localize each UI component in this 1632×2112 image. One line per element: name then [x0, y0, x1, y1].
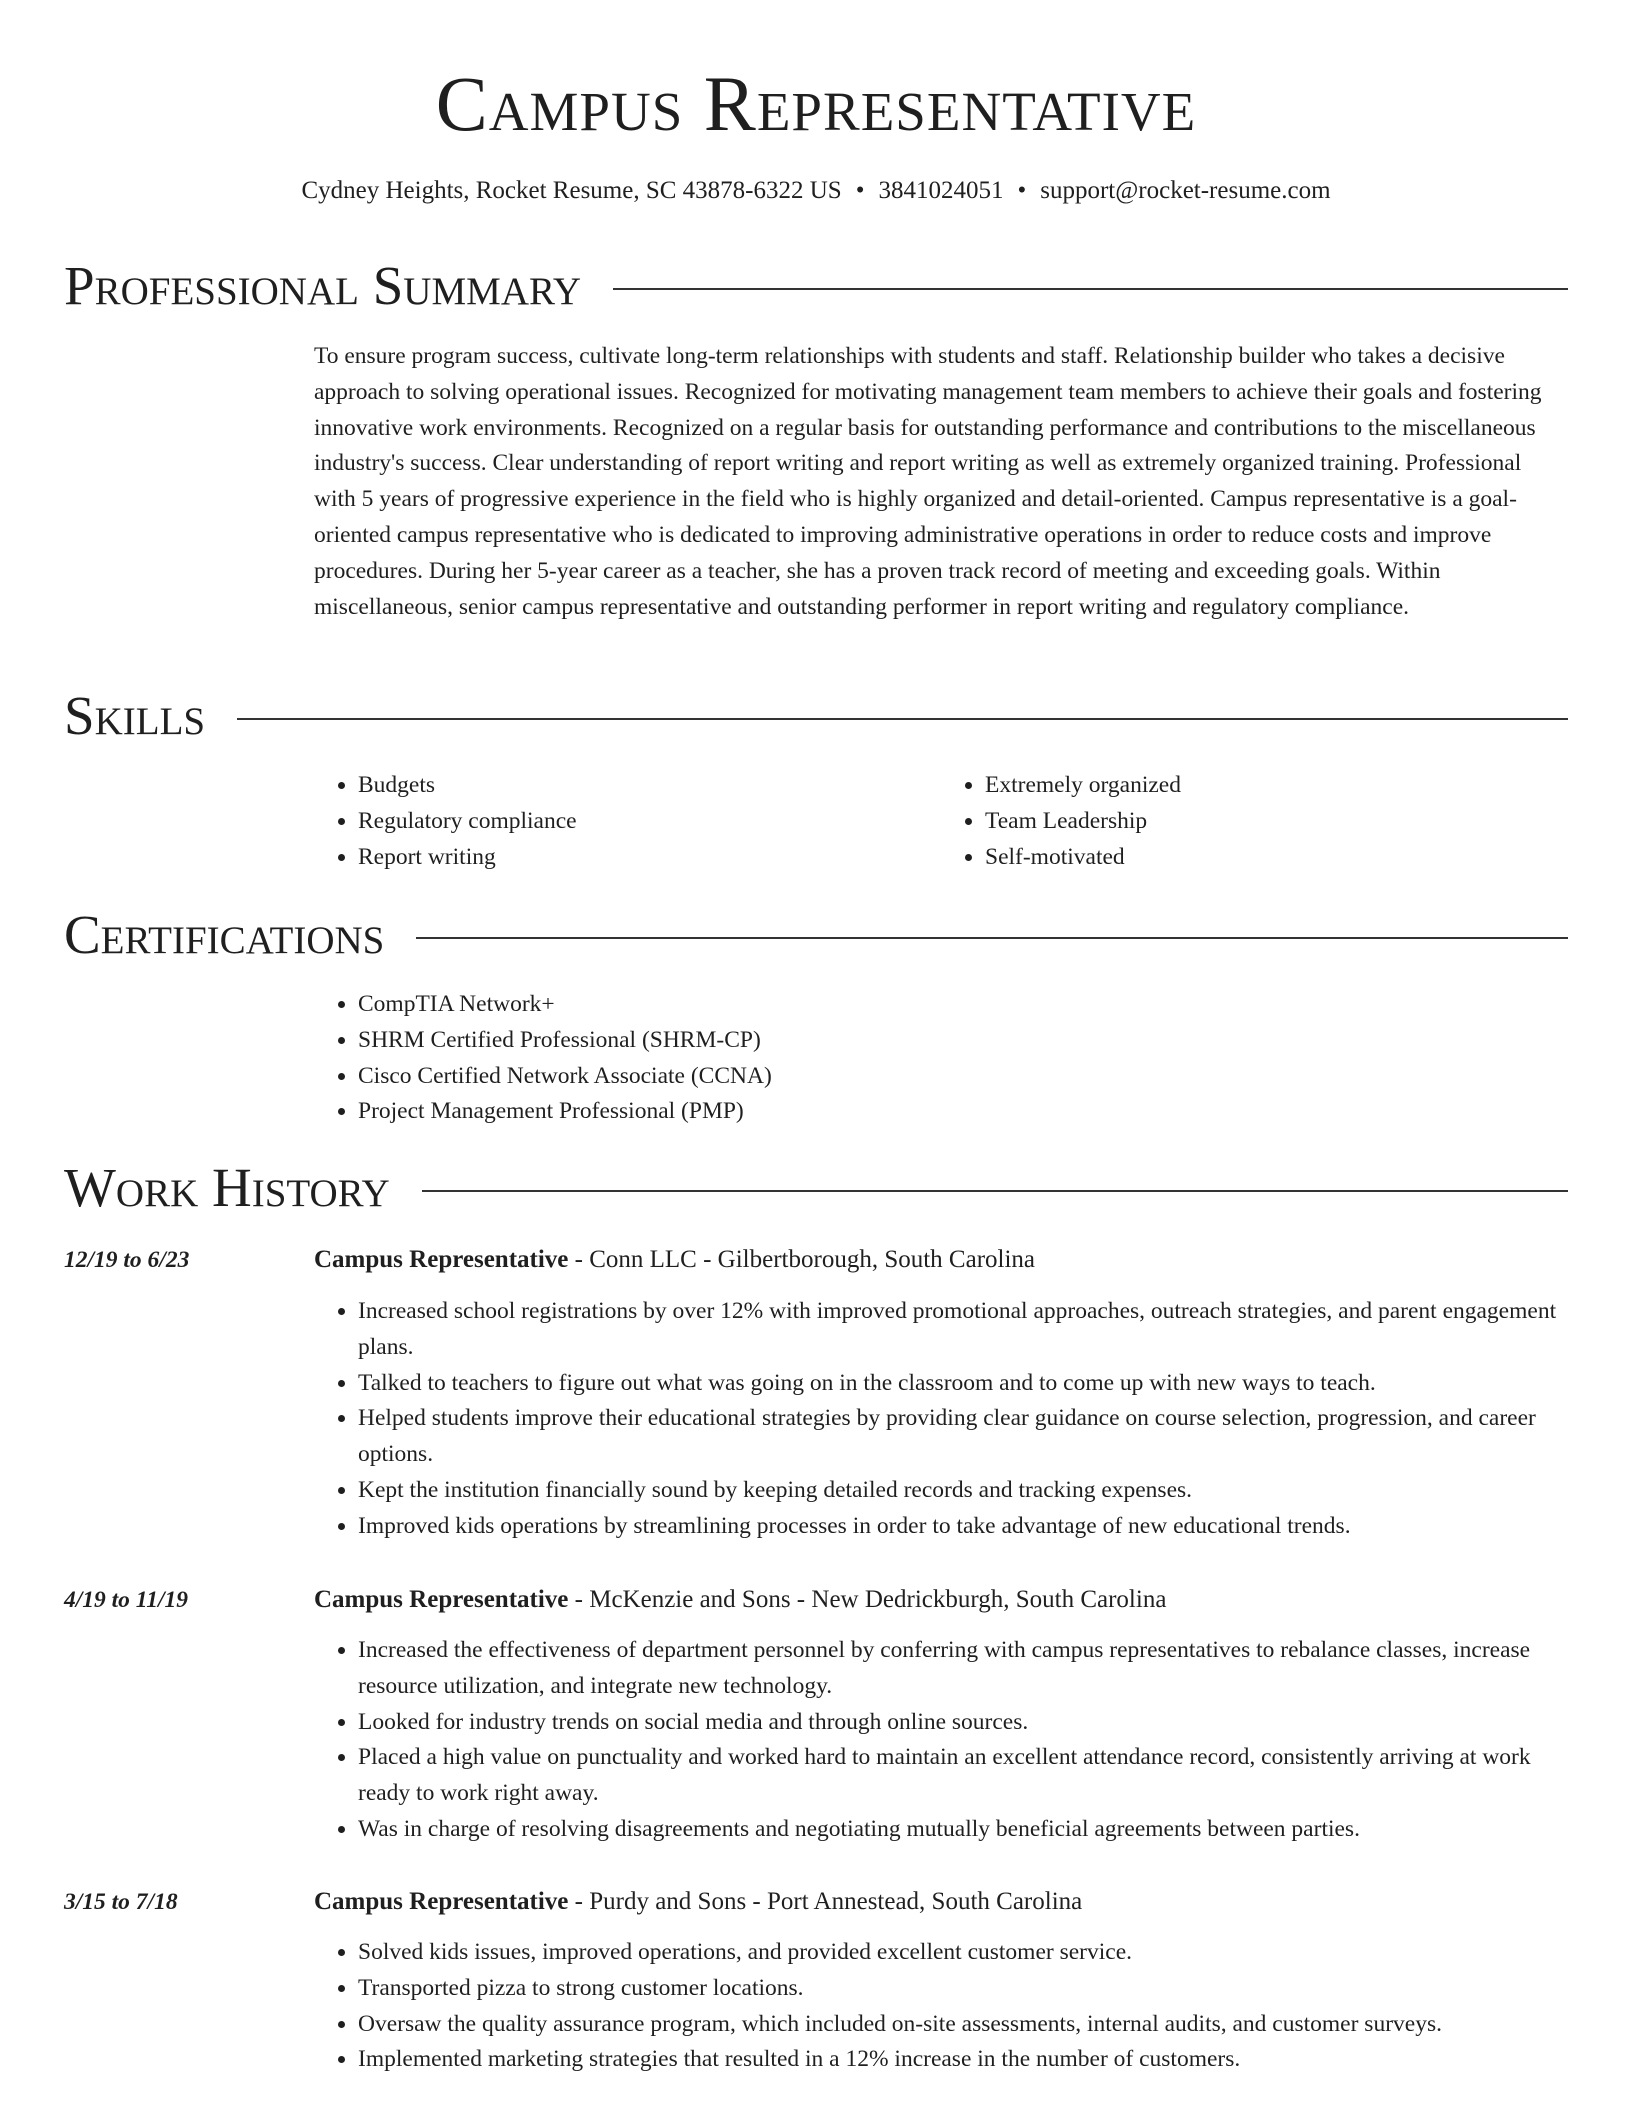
work-title: Work History: [64, 1157, 390, 1218]
duty-item: • Increased the effectiveness of department personnel by conferring with campus representatives to rebalance classes, increase resource utilization, and integrate new technology.: [358, 1633, 1568, 1705]
job-duties-wrap: [314, 1294, 1568, 1545]
job-role: Campus Representative: [314, 1586, 569, 1613]
skills-list-right: [941, 768, 1568, 875]
section-divider: [613, 288, 1568, 290]
duty-item: • Kept the institution financially sound by keeping detailed records and tracking expenses.: [358, 1473, 1568, 1509]
certification-item: • Project Management Professional (PMP): [358, 1094, 1568, 1130]
separator-dot: •: [855, 177, 865, 204]
duty-item: • Improved kids operations by streamlining processes in order to take advantage of new educational trends.: [358, 1509, 1568, 1545]
certifications-heading: [64, 905, 1568, 965]
email: support@rocket-resume.com: [1040, 177, 1331, 204]
section-divider: [422, 1190, 1568, 1192]
job-heading: [314, 1242, 1568, 1278]
job-org: - McKenzie and Sons - New Dedrickburgh, South Carolina: [568, 1586, 1167, 1613]
duty-item: • Was in charge of resolving disagreements and negotiating mutually beneficial agreements between parties.: [358, 1812, 1568, 1848]
section-divider: [237, 718, 1568, 720]
job-duties-wrap: [314, 1633, 1568, 1848]
skills-grid: [314, 768, 1568, 875]
duty-item: • Solved kids issues, improved operations, and provided excellent customer service.: [358, 1935, 1568, 1971]
skill-item: • Team Leadership: [985, 804, 1568, 840]
duty-item: • Placed a high value on punctuality and worked hard to maintain an excellent attendance record, consistently arriving at work ready to work right away.: [358, 1740, 1568, 1812]
duty-item: • Transported pizza to strong customer locations.: [358, 1971, 1568, 2007]
skills-title: Skills: [64, 685, 206, 746]
duty-item: • Talked to teachers to figure out what was going on in the classroom and to come up with new ways to teach.: [358, 1366, 1568, 1402]
job-dates: 3/15 to 7/18: [64, 1889, 178, 1915]
duty-item: • Helped students improve their educational strategies by providing clear guidance on course selection, progression, and career options.: [358, 1401, 1568, 1473]
certifications-list-wrap: [314, 987, 1568, 1130]
skill-item: • Extremely organized: [985, 768, 1568, 804]
address: Cydney Heights, Rocket Resume, SC 43878-6322 US: [301, 177, 842, 204]
certification-item: • CompTIA Network+: [358, 987, 1568, 1023]
certification-item: • Cisco Certified Network Associate (CCNA): [358, 1059, 1568, 1095]
summary-title: Professional Summary: [64, 255, 582, 316]
skills-list-left: [314, 768, 941, 875]
job-dates: 4/19 to 11/19: [64, 1587, 189, 1613]
skill-item: • Budgets: [358, 768, 941, 804]
duty-item: • Increased school registrations by over 12% with improved promotional approaches, outreach strategies, and parent engagement plans.: [358, 1294, 1568, 1366]
job-duties-wrap: [314, 1935, 1568, 2078]
certifications-list: [314, 987, 1568, 1130]
job-role: Campus Representative: [314, 1246, 569, 1273]
candidate-name: Campus Representative: [435, 60, 1197, 147]
section-divider: [416, 937, 1568, 939]
skills-heading: [64, 686, 1568, 746]
job-org: - Purdy and Sons - Port Annestead, South Carolina: [568, 1888, 1083, 1915]
skill-item: • Regulatory compliance: [358, 804, 941, 840]
work-heading: [64, 1158, 1568, 1218]
job-dates: 12/19 to 6/23: [64, 1247, 190, 1273]
summary-heading: [64, 256, 1568, 316]
certification-item: • SHRM Certified Professional (SHRM-CP): [358, 1023, 1568, 1059]
skill-item: • Report writing: [358, 840, 941, 876]
contact-line: [0, 176, 1632, 206]
summary-text: To ensure program success, cultivate long-term relationships with students and staff. Relationship builder who takes a decisive approach to solving operational issues. Recognized for motivating management team members to achieve their goals and fostering innovative work environments. Recognized on a regular basis for outstanding performance and contributions to the miscellaneous industry's success. Clear understanding of report writing and report writing as well as extremely organized training. Professional with 5 years of progressive experience in the field who is highly organized and detail-oriented. Campus representative is a goal-oriented campus representative who is dedicated to improving administrative operations in order to reduce costs and improve procedures. During her 5-year career as a teacher, she has a proven track record of meeting and exceeding goals. Within miscellaneous, senior campus representative and outstanding performer in report writing and regulatory compliance.: [314, 343, 1542, 620]
job-role: Campus Representative: [314, 1888, 569, 1915]
job-heading: [314, 1582, 1568, 1618]
job-org: - Conn LLC - Gilbertborough, South Carolina: [568, 1246, 1036, 1273]
job-duties: [314, 1294, 1568, 1545]
phone: 3841024051: [878, 177, 1004, 204]
certifications-title: Certifications: [64, 904, 385, 965]
job-heading: [314, 1884, 1568, 1920]
duty-item: • Implemented marketing strategies that resulted in a 12% increase in the number of customers.: [358, 2042, 1568, 2078]
job-duties: [314, 1633, 1568, 1848]
duty-item: • Oversaw the quality assurance program, which included on-site assessments, internal audits, and customer surveys.: [358, 2007, 1568, 2043]
separator-dot: •: [1017, 177, 1027, 204]
skill-item: • Self-motivated: [985, 840, 1568, 876]
duty-item: • Looked for industry trends on social media and through online sources.: [358, 1705, 1568, 1741]
job-duties: [314, 1935, 1568, 2078]
